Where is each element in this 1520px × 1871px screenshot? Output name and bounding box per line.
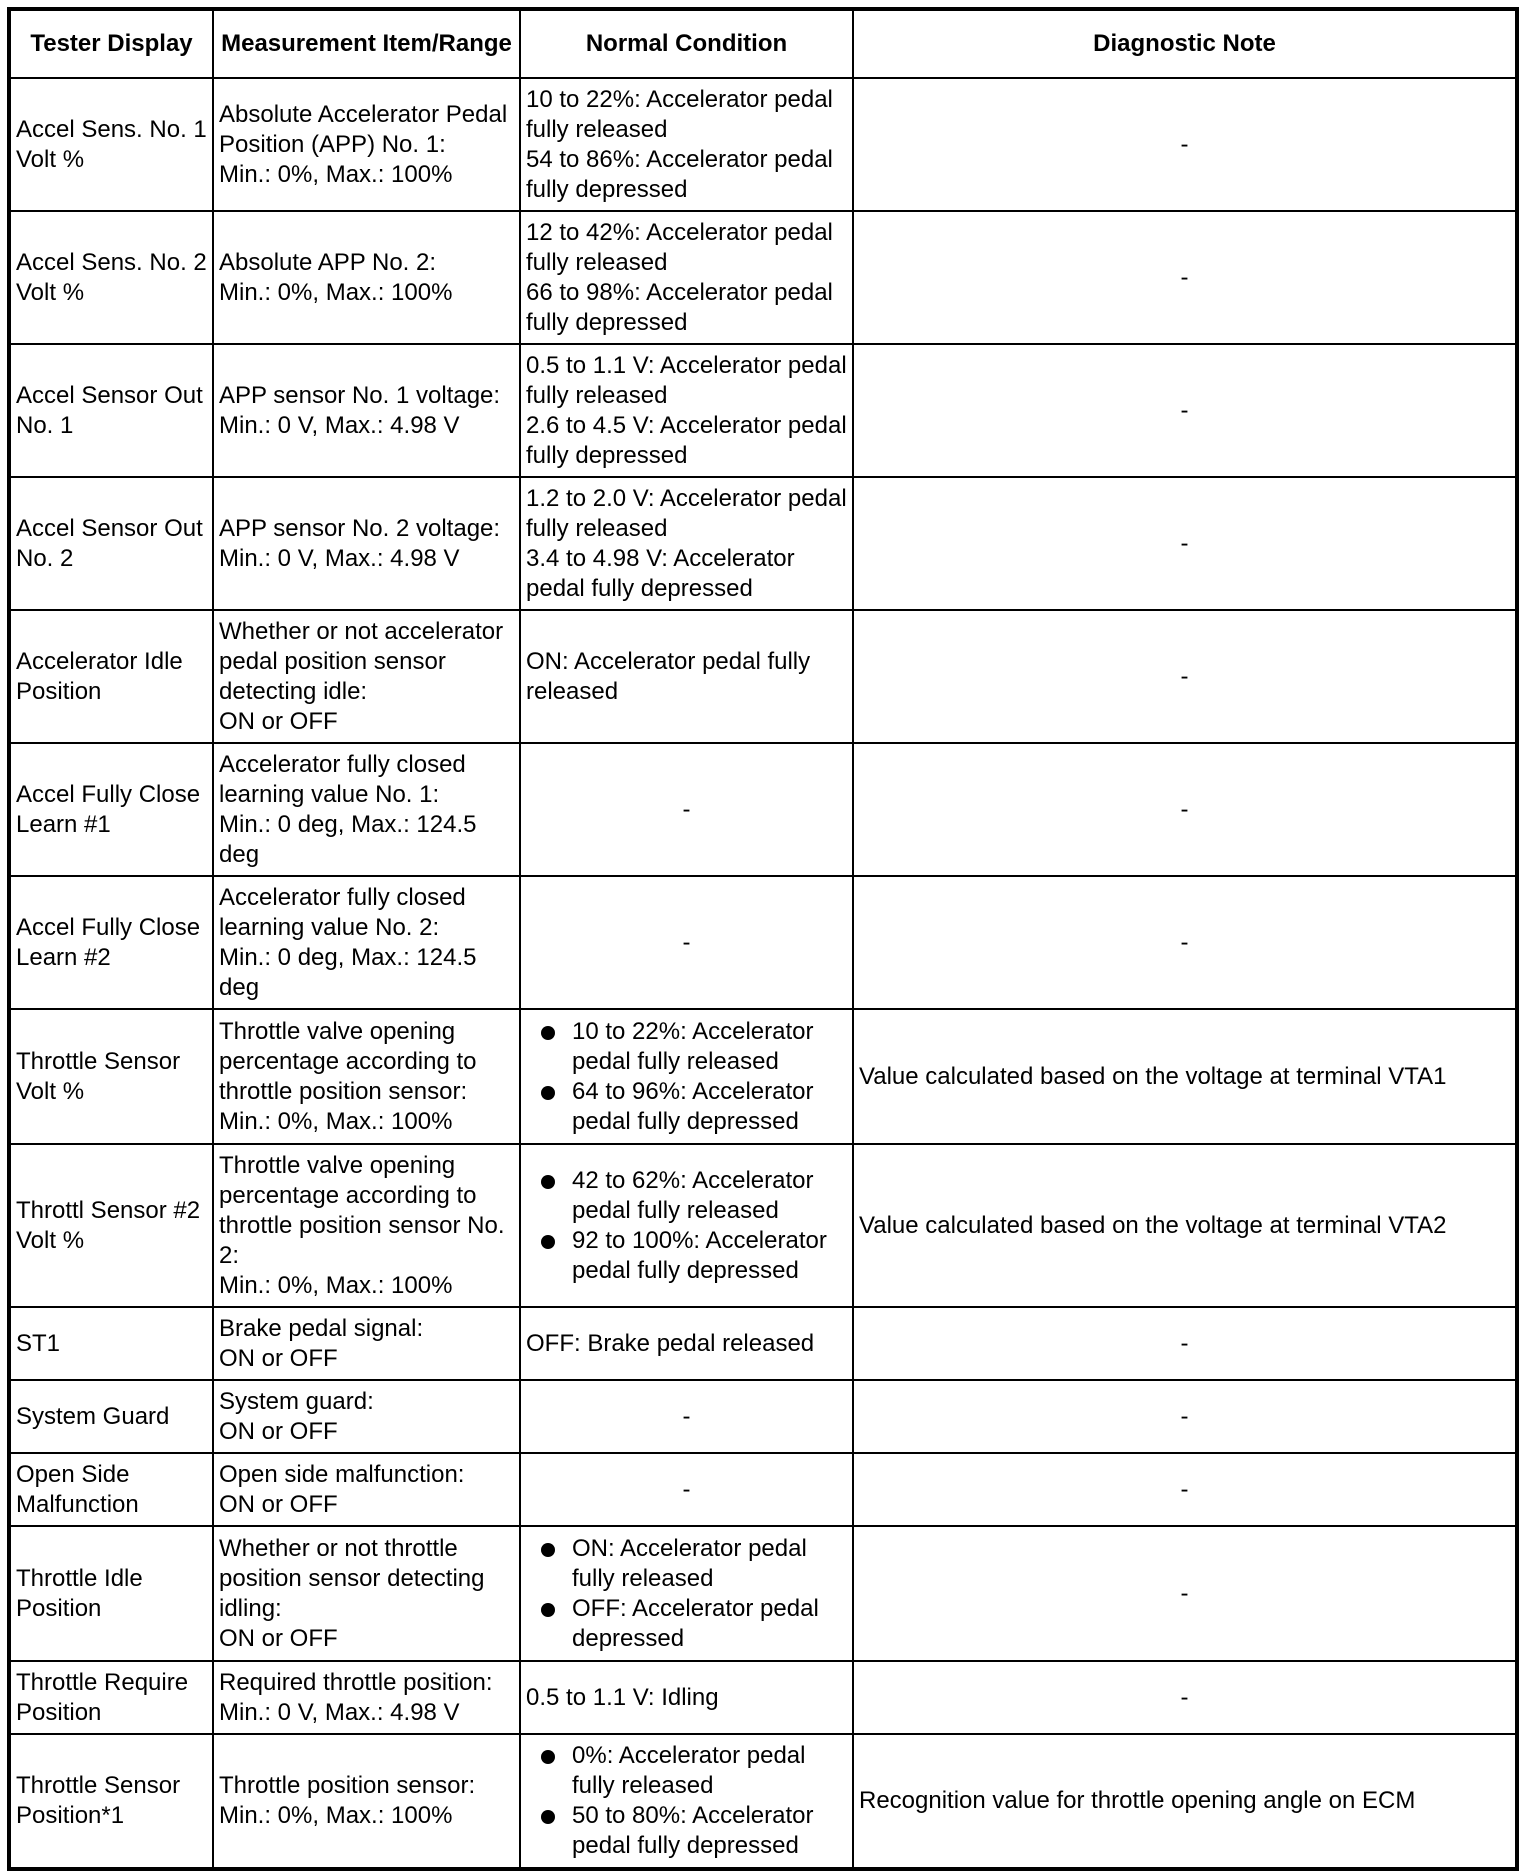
tester-display-cell: Throttle Require Position [9,1661,213,1734]
tester-display-cell: Accel Sensor Out No. 2 [9,477,213,610]
diagnostic-note-cell: Value calculated based on the voltage at terminal VTA1 [853,1009,1517,1144]
measurement-cell: Open side malfunction: ON or OFF [213,1453,520,1526]
measurement-cell: Throttle position sensor: Min.: 0%, Max.: 100% [213,1734,520,1869]
normal-condition-cell [520,1144,853,1307]
table-row [9,1144,1517,1307]
measurement-cell: Whether or not accelerator pedal position sensor detecting idle: ON or OFF [213,610,520,743]
normal-condition-cell [520,1526,853,1661]
table-row [9,344,1517,477]
diagnostic-note-cell: - [853,1307,1517,1380]
diagnostic-note-cell: - [853,344,1517,477]
tester-display-cell: Accel Fully Close Learn #2 [9,876,213,1009]
table-row [9,743,1517,876]
bullet-item: 42 to 62%: Accelerator pedal fully released [572,1166,847,1226]
normal-condition-cell: ON: Accelerator pedal fully released [520,610,853,743]
measurement-cell: Whether or not throttle position sensor detecting idling: ON or OFF [213,1526,520,1661]
normal-condition-cell: - [520,743,853,876]
measurement-cell: Accelerator fully closed learning value No. 1: Min.: 0 deg, Max.: 124.5 deg [213,743,520,876]
table-row [9,1526,1517,1661]
table-row [9,211,1517,344]
tester-display-cell: ST1 [9,1307,213,1380]
tester-display-cell: Throttle Sensor Volt % [9,1009,213,1144]
normal-condition-cell: 0.5 to 1.1 V: Accelerator pedal fully released 2.6 to 4.5 V: Accelerator pedal fully depressed [520,344,853,477]
bullet-item: 10 to 22%: Accelerator pedal fully released [572,1017,847,1077]
tester-display-cell: Accelerator Idle Position [9,610,213,743]
diagnostic-note-cell: - [853,743,1517,876]
tester-display-cell: Throttle Idle Position [9,1526,213,1661]
diagnostic-note-cell: - [853,1453,1517,1526]
table-row [9,876,1517,1009]
table-row [9,1380,1517,1453]
normal-condition-cell: - [520,876,853,1009]
table-row [9,1307,1517,1380]
diagnostic-note-cell: - [853,1380,1517,1453]
measurement-cell: Absolute APP No. 2: Min.: 0%, Max.: 100% [213,211,520,344]
measurement-cell: Accelerator fully closed learning value No. 2: Min.: 0 deg, Max.: 124.5 deg [213,876,520,1009]
header-diagnostic-note: Diagnostic Note [853,9,1517,78]
tester-display-cell: Throttl Sensor #2 Volt % [9,1144,213,1307]
table-row [9,1734,1517,1869]
table-row [9,610,1517,743]
diagnostic-note-cell: - [853,477,1517,610]
diagnostic-note-cell: - [853,1661,1517,1734]
header-row [9,9,1517,78]
table-row [9,1661,1517,1734]
measurement-cell: Required throttle position: Min.: 0 V, Max.: 4.98 V [213,1661,520,1734]
bullet-item: 50 to 80%: Accelerator pedal fully depressed [572,1801,847,1861]
header-tester-display: Tester Display [9,9,213,78]
header-measurement-item: Measurement Item/Range [213,9,520,78]
normal-condition-cell [520,1734,853,1869]
measurement-cell: Throttle valve opening percentage according to throttle position sensor No. 2: Min.: 0%, Max.: 100% [213,1144,520,1307]
measurement-cell: Brake pedal signal: ON or OFF [213,1307,520,1380]
normal-condition-cell: 0.5 to 1.1 V: Idling [520,1661,853,1734]
normal-condition-cell: 10 to 22%: Accelerator pedal fully released 54 to 86%: Accelerator pedal fully depressed [520,78,853,211]
diagnostic-note-cell: - [853,1526,1517,1661]
measurement-cell: APP sensor No. 1 voltage: Min.: 0 V, Max.: 4.98 V [213,344,520,477]
bullet-item: 0%: Accelerator pedal fully released [572,1741,847,1801]
bullet-item: 92 to 100%: Accelerator pedal fully depressed [572,1226,847,1286]
diagnostic-note-cell: - [853,78,1517,211]
diagnostic-note-cell: - [853,876,1517,1009]
tester-display-cell: System Guard [9,1380,213,1453]
normal-condition-cell: 12 to 42%: Accelerator pedal fully released 66 to 98%: Accelerator pedal fully depressed [520,211,853,344]
normal-condition-cell: - [520,1380,853,1453]
measurement-cell: Absolute Accelerator Pedal Position (APP) No. 1: Min.: 0%, Max.: 100% [213,78,520,211]
data-list-table [7,7,1519,1871]
diagnostic-note-cell: Value calculated based on the voltage at terminal VTA2 [853,1144,1517,1307]
data-list-table-container [7,7,1519,1871]
tester-display-cell: Accel Sens. No. 2 Volt % [9,211,213,344]
diagnostic-note-cell: - [853,211,1517,344]
tester-display-cell: Accel Fully Close Learn #1 [9,743,213,876]
tester-display-cell: Throttle Sensor Position*1 [9,1734,213,1869]
tester-display-cell: Accel Sens. No. 1 Volt % [9,78,213,211]
normal-condition-cell: 1.2 to 2.0 V: Accelerator pedal fully released 3.4 to 4.98 V: Accelerator pedal fully depressed [520,477,853,610]
normal-condition-cell [520,1009,853,1144]
bullet-item: ON: Accelerator pedal fully released [572,1534,847,1594]
table-row [9,78,1517,211]
bullet-item: OFF: Accelerator pedal depressed [572,1594,847,1654]
normal-condition-cell: - [520,1453,853,1526]
measurement-cell: APP sensor No. 2 voltage: Min.: 0 V, Max.: 4.98 V [213,477,520,610]
measurement-cell: System guard: ON or OFF [213,1380,520,1453]
tester-display-cell: Accel Sensor Out No. 1 [9,344,213,477]
tester-display-cell: Open Side Malfunction [9,1453,213,1526]
measurement-cell: Throttle valve opening percentage according to throttle position sensor: Min.: 0%, Max.: 100% [213,1009,520,1144]
bullet-item: 64 to 96%: Accelerator pedal fully depressed [572,1077,847,1137]
diagnostic-note-cell: Recognition value for throttle opening angle on ECM [853,1734,1517,1869]
table-row [9,1009,1517,1144]
normal-condition-cell: OFF: Brake pedal released [520,1307,853,1380]
table-row [9,1453,1517,1526]
header-normal-condition: Normal Condition [520,9,853,78]
diagnostic-note-cell: - [853,610,1517,743]
table-row [9,477,1517,610]
